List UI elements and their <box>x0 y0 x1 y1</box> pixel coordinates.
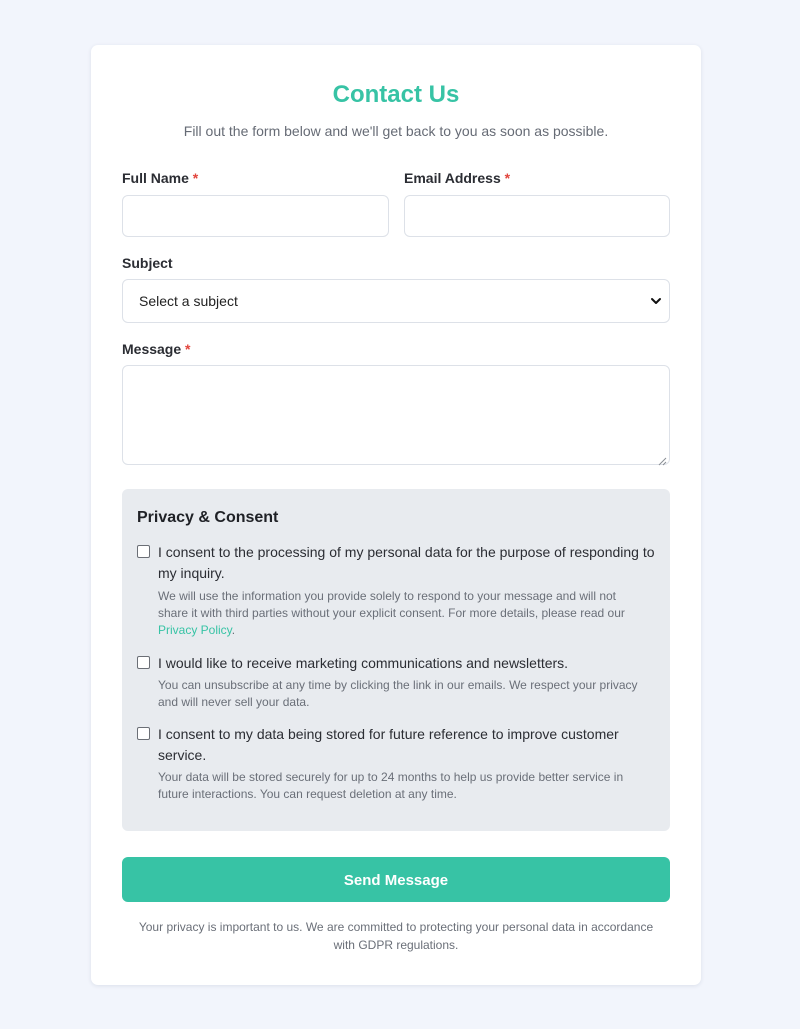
required-marker: * <box>185 341 191 357</box>
email-input[interactable] <box>404 195 670 237</box>
consent-storage-checkbox[interactable] <box>137 727 150 740</box>
email-label-text: Email Address <box>404 170 501 186</box>
required-marker: * <box>192 170 199 186</box>
message-textarea[interactable] <box>122 365 670 465</box>
subject-label <box>122 255 173 271</box>
description-period: . <box>231 623 236 637</box>
message-label-text: Message <box>122 341 182 357</box>
subject-select[interactable] <box>122 279 670 323</box>
consent-processing-checkbox[interactable] <box>137 545 150 558</box>
contact-form-card <box>91 45 701 985</box>
consent-processing-description-text: We will use the information you provide solely to respond to your message and will not share it with third parties without your explicit consent. For more details, please read our <box>158 589 625 620</box>
consent-storage-description: Your data will be stored securely for up to 24 months to help us provide better service in future interactions. You can request deletion at any time. <box>158 770 624 801</box>
full-name-label <box>122 170 198 186</box>
privacy-footer-note: Your privacy is important to us. We are committed to protecting your personal data in accordance with GDPR regulations. <box>138 920 654 952</box>
full-name-input[interactable] <box>122 195 389 237</box>
consent-marketing-description: You can unsubscribe at any time by clicking the link in our emails. We respect your privacy and will never sell your data. <box>158 678 638 709</box>
chevron-down-icon <box>649 292 663 310</box>
email-label <box>404 170 510 186</box>
full-name-label-text: Full Name <box>122 170 189 186</box>
resize-grip-icon[interactable] <box>658 453 667 462</box>
consent-marketing-checkbox[interactable] <box>137 656 150 669</box>
send-message-button[interactable]: Send Message <box>122 857 670 902</box>
form-subtitle: Fill out the form below and we'll get back to you as soon as possible. <box>183 123 609 139</box>
consent-marketing-label: I would like to receive marketing communications and newsletters. <box>158 655 569 671</box>
privacy-title: Privacy & Consent <box>137 509 279 526</box>
consent-processing-label: I consent to the processing of my personal data for the purpose of responding to my inquiry. <box>158 544 655 581</box>
form-title: Contact Us <box>332 81 460 108</box>
subject-selected-value: Select a subject <box>139 293 238 309</box>
consent-storage-label: I consent to my data being stored for future reference to improve customer service. <box>158 726 619 763</box>
message-label <box>122 341 191 357</box>
required-marker: * <box>504 170 511 186</box>
privacy-consent-panel <box>122 489 670 831</box>
subject-label-text: Subject <box>122 255 173 271</box>
privacy-policy-link[interactable]: Privacy Policy <box>158 623 232 637</box>
consent-processing-description <box>158 588 648 639</box>
